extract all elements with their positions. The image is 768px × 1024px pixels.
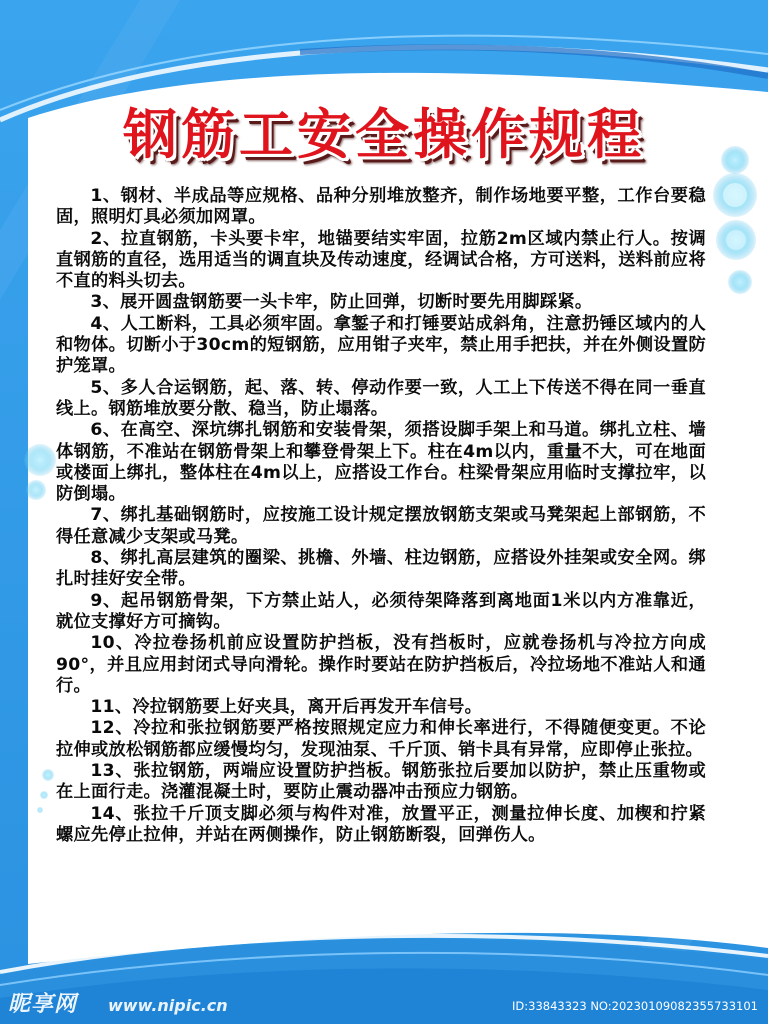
rule-item: 10、冷拉卷扬机前应设置防护挡板，没有挡板时，应就卷扬机与冷拉方向成90°，并且应用封闭式导向滑轮。操作时要站在防护挡板后，冷拉场地不准站人和通行。: [56, 633, 706, 696]
rule-item: 11、冷拉钢筋要上好夹具，离开后再发开车信号。: [90, 697, 483, 718]
watermark-logo: 昵享网: [8, 992, 78, 1017]
watermark-bar: [0, 988, 768, 1024]
poster-title: 钢筋工安全操作规程: [123, 103, 645, 166]
watermark-id: ID:33843323 NO:20230109082355733101: [512, 999, 758, 1013]
rule-item: 14、张拉千斤顶支脚必须与构件对准，放置平正，测量拉伸长度、加楔和拧紧螺应先停止拉伸，并站在两侧操作，防止钢筋断裂，回弹伤人。: [56, 803, 706, 845]
rule-item: 13、张拉钢筋，两端应设置防护挡板。钢筋张拉后要加以防护，禁止压重物或在上面行走。浇灌混凝土时，要防止震动器冲击预应力钢筋。: [56, 761, 706, 803]
rule-item: 9、起吊钢筋骨架，下方禁止站人，必须待架降落到离地面1米以内方准靠近，就位支撑好方可摘钩。: [56, 590, 706, 632]
rule-item: 2、拉直钢筋，卡头要卡牢，地锚要结实牢固，拉筋2m区域内禁止行人。按调直钢筋的直径，选用适当的调直块及传动速度，经调试合格，方可送料，送料前应将不直的料头切去。: [56, 228, 706, 292]
rule-item: 7、绑扎基础钢筋时，应按施工设计规定摆放钢筋支架或马凳架起上部钢筋，不得任意减少支架或马凳。: [56, 505, 706, 547]
rule-item: 12、冷拉和张拉钢筋要严格按照规定应力和伸长率进行，不得随便变更。不论拉伸或放松钢筋都应缓慢均匀，发现油泵、千斤顶、销卡具有异常，应即停止张拉。: [56, 718, 706, 760]
rule-item: 4、人工断料，工具必须牢固。拿錾子和打锤要站成斜角，注意扔锤区域内的人和物体。切断小于30cm的短钢筋，应用钳子夹牢，禁止用手把扶，并在外侧设置防护笼罩。: [56, 313, 706, 377]
rule-item: 6、在高空、深坑绑扎钢筋和安装骨架，须搭设脚手架上和马道。绑扎立柱、墙体钢筋，不准站在钢筋骨架上和攀登骨架上下。柱在4m以内，重量不大，可在地面或楼面上绑扎，整体柱在4m以上，应搭设工作台。柱梁骨架应用临时支撑拉牢，以防倒塌。: [56, 420, 706, 505]
rule-item: 3、展开圆盘钢筋要一头卡牢，防止回弹，切断时要先用脚踩紧。: [90, 292, 593, 313]
watermark-site: www.nipic.cn: [108, 996, 228, 1015]
rule-item: 5、多人合运钢筋，起、落、转、停动作要一致，人工上下传送不得在同一垂直线上。钢筋堆放要分散、稳当，防止塌落。: [56, 377, 706, 419]
rule-item: 8、绑扎高层建筑的圈梁、挑檐、外墙、柱边钢筋，应搭设外挂架或安全网。绑扎时挂好安全带。: [56, 548, 706, 590]
rules-list: [56, 186, 706, 846]
rule-item: 1、钢材、半成品等应规格、品种分别堆放整齐，制作场地要平整，工作台要稳固，照明灯具必须加网罩。: [56, 186, 706, 228]
